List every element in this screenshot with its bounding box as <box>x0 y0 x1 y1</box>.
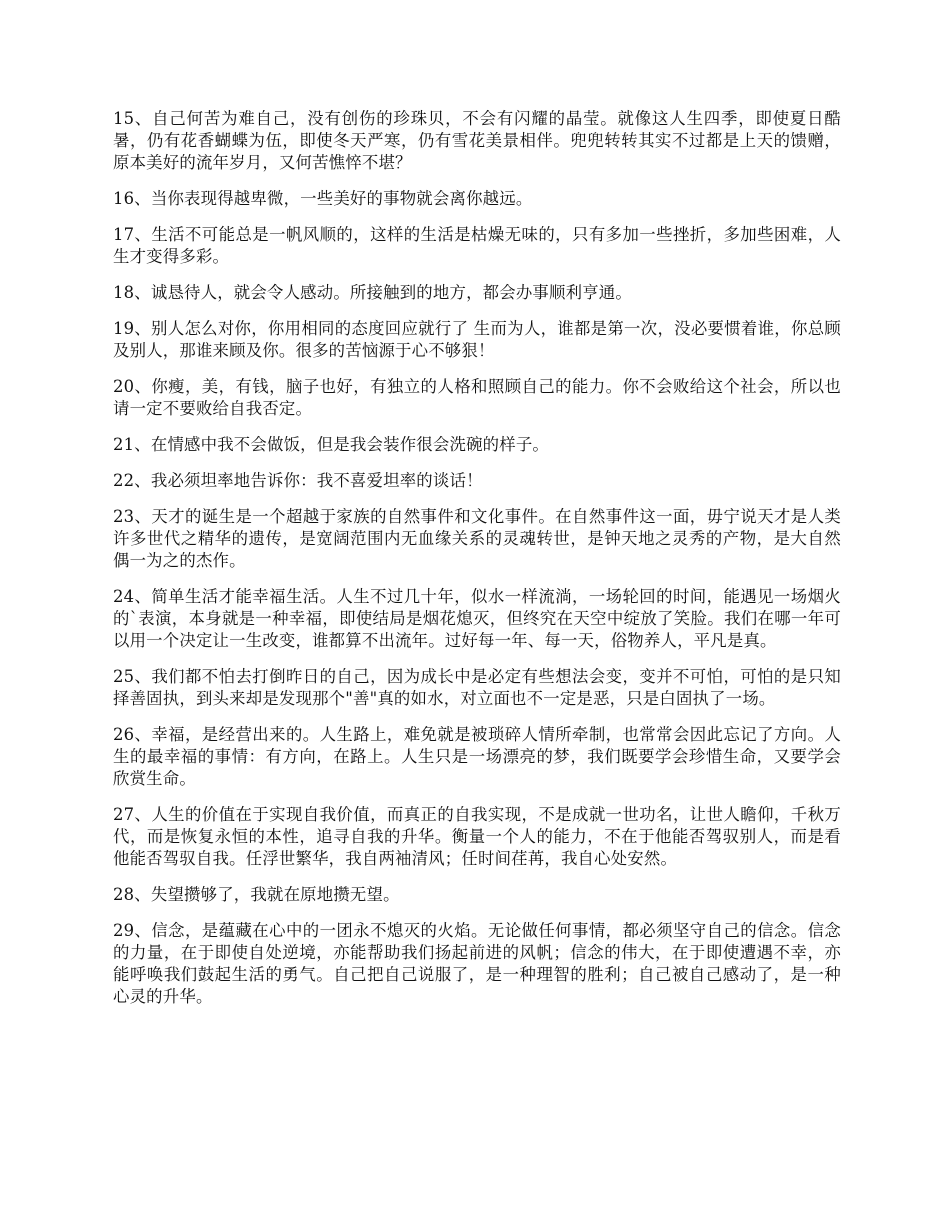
document-body <box>113 108 841 1022</box>
paragraph-29: 29、信念，是蕴藏在心中的一团永不熄灭的火焰。无论做任何事情，都必须坚守自己的信念。信念的力量，在于即使自处逆境，亦能帮助我们扬起前进的风帆；信念的伟大，在于即使遭遇不幸，亦能呼唤我们鼓起生活的勇气。自己把自己说服了，是一种理智的胜利；自己被自己感动了，是一种心灵的升华。 <box>113 921 841 1006</box>
paragraph-16: 16、当你表现得越卑微，一些美好的事物就会离你越远。 <box>113 189 533 208</box>
paragraph-21: 21、在情感中我不会做饭，但是我会装作很会洗碗的样子。 <box>113 435 550 454</box>
paragraph-25: 25、我们都不怕去打倒昨日的自己，因为成长中是必定有些想法会变，变并不可怕，可怕的是只知择善固执，到头来却是发现那个"善"真的如水，对立面也不一定是恶，只是白固执了一场。 <box>113 667 841 708</box>
paragraph-18: 18、诚恳待人，就会令人感动。所接触到的地方，都会办事顺利亨通。 <box>113 283 632 302</box>
paragraph-17: 17、生活不可能总是一帆风顺的，这样的生活是枯燥无味的，只有多加一些挫折，多加些困难，人生才变得多彩。 <box>113 225 841 266</box>
paragraph-15: 15、自己何苦为难自己，没有创伤的珍珠贝，不会有闪耀的晶莹。就像这人生四季，即使夏日酷暑，仍有花香蝴蝶为伍，即使冬天严寒，仍有雪花美景相伴。兜兜转转其实不过都是上天的馈赠，原本美好的流年岁月，又何苦憔悴不堪？ <box>113 109 841 172</box>
paragraph-22: 22、我必须坦率地告诉你：我不喜爱坦率的谈话！ <box>113 471 483 490</box>
paragraph-27: 27、人生的价值在于实现自我价值，而真正的自我实现，不是成就一世功名，让世人瞻仰，千秋万代，而是恢复永恒的本性，追寻自我的升华。衡量一个人的能力，不在于他能否驾驭别人，而是看他能否驾驭自我。任浮世繁华，我自两袖清风；任时间荏苒，我自心处安然。 <box>113 805 841 868</box>
paragraph-28: 28、失望攒够了，我就在原地攒无望。 <box>113 885 400 904</box>
paragraph-20: 20、你瘦，美，有钱，脑子也好，有独立的人格和照顾自己的能力。你不会败给这个社会，所以也请一定不要败给自我否定。 <box>113 377 841 418</box>
paragraph-23: 23、天才的诞生是一个超越于家族的自然事件和文化事件。在自然事件这一面，毋宁说天才是人类许多世代之精华的遗传，是宽阔范围内无血缘关系的灵魂转世，是钟天地之灵秀的产物，是大自然偶一为之的杰作。 <box>113 507 841 570</box>
paragraph-19: 19、别人怎么对你，你用相同的态度回应就行了 生而为人，谁都是第一次，没必要惯着谁，你总顾及别人，那谁来顾及你。很多的苦恼源于心不够狠！ <box>113 319 841 360</box>
paragraph-24: 24、简单生活才能幸福生活。人生不过几十年，似水一样流淌，一场轮回的时间，能遇见一场烟火的`表演，本身就是一种幸福，即使结局是烟花熄灭，但终究在天空中绽放了笑脸。我们在哪一年可以用一个决定让一生改变，谁都算不出流年。过好每一年、每一天，俗物养人，平凡是真。 <box>113 587 841 650</box>
paragraph-26: 26、幸福，是经营出来的。人生路上，难免就是被琐碎人情所牵制，也常常会因此忘记了方向。人生的最幸福的事情：有方向，在路上。人生只是一场漂亮的梦，我们既要学会珍惜生命，又要学会欣赏生命。 <box>113 725 841 788</box>
